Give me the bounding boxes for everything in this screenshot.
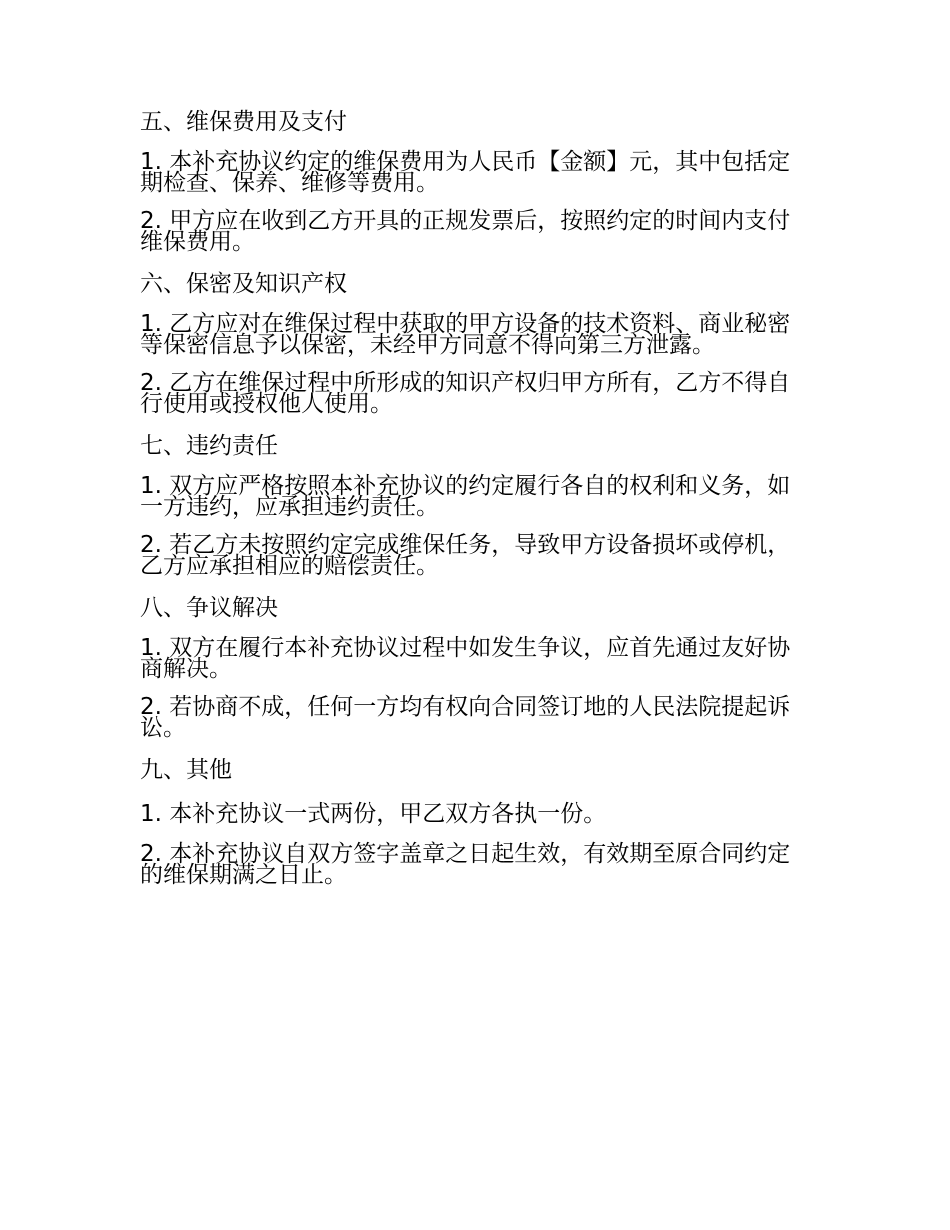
- clause-paragraph: 1. 本补充协议约定的维保费用为人民币【金额】元，其中包括定期检查、保养、维修等费用。: [140, 149, 791, 196]
- clause-paragraph: 2. 若协商不成，任何一方均有权向合同签订地的人民法院提起诉讼。: [140, 694, 791, 741]
- clause-paragraph: 1. 本补充协议一式两份，甲乙双方各执一份。: [140, 801, 607, 827]
- clause-paragraph: 1. 双方应严格按照本补充协议的约定履行各自的权利和义务，如一方违约，应承担违约责任。: [140, 473, 791, 520]
- clause-paragraph: 2. 本补充协议自双方签字盖章之日起生效，有效期至原合同约定的维保期满之日止。: [140, 841, 791, 888]
- clause-paragraph: 1. 双方在履行本补充协议过程中如发生争议，应首先通过友好协商解决。: [140, 635, 791, 682]
- section-heading: 九、其他: [140, 757, 232, 783]
- clause-paragraph: 2. 若乙方未按照约定完成维保任务，导致甲方设备损坏或停机，乙方应承担相应的赔偿责任。: [140, 532, 791, 579]
- document-body: [140, 108, 810, 903]
- clause-paragraph: 1. 乙方应对在维保过程中获取的甲方设备的技术资料、商业秘密等保密信息予以保密，未经甲方同意不得向第三方泄露。: [140, 311, 791, 358]
- section-heading: 七、违约责任: [140, 433, 278, 459]
- section-heading: 八、争议解决: [140, 595, 278, 621]
- section-heading: 六、保密及知识产权: [140, 271, 347, 297]
- clause-paragraph: 2. 乙方在维保过程中所形成的知识产权归甲方所有，乙方不得自行使用或授权他人使用。: [140, 370, 791, 417]
- clause-paragraph: 2. 甲方应在收到乙方开具的正规发票后，按照约定的时间内支付维保费用。: [140, 208, 791, 255]
- section-heading: 五、维保费用及支付: [140, 109, 347, 135]
